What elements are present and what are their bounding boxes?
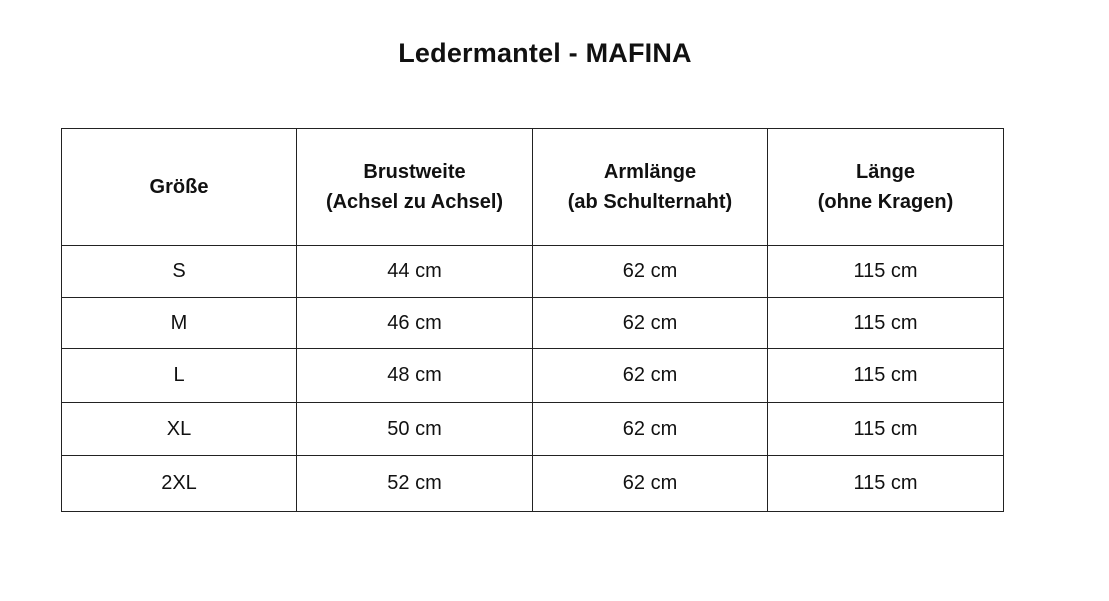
header-groesse: [62, 129, 297, 246]
header-armlaenge-sublabel: (ab Schulternaht): [567, 191, 733, 213]
laenge-cell: 115 cm: [768, 456, 1004, 512]
header-row: [62, 129, 1004, 246]
size-cell: M: [62, 298, 297, 349]
armlaenge-cell: 62 cm: [533, 349, 768, 403]
table-row: [62, 349, 1004, 403]
table-row: [62, 456, 1004, 512]
header-brustweite-sublabel: (Achsel zu Achsel): [325, 191, 504, 213]
armlaenge-cell: 62 cm: [533, 403, 768, 456]
laenge-cell: 115 cm: [768, 298, 1004, 349]
header-groesse-label: Größe: [149, 176, 209, 198]
brustweite-cell: 48 cm: [297, 349, 533, 403]
header-armlaenge: [533, 129, 768, 246]
page-title: Ledermantel - MAFINA: [398, 38, 692, 68]
brustweite-cell: 44 cm: [297, 246, 533, 298]
armlaenge-cell: 62 cm: [533, 246, 768, 298]
header-laenge-label: Länge: [856, 161, 915, 183]
laenge-cell: 115 cm: [768, 349, 1004, 403]
header-armlaenge-label: Armlänge: [603, 161, 697, 183]
size-cell: L: [62, 349, 297, 403]
table-row: [62, 298, 1004, 349]
armlaenge-cell: 62 cm: [533, 298, 768, 349]
table-row: [62, 403, 1004, 456]
brustweite-cell: 50 cm: [297, 403, 533, 456]
table-row: [62, 246, 1004, 298]
size-cell: S: [62, 246, 297, 298]
header-brustweite-label: Brustweite: [363, 161, 466, 183]
header-laenge-sublabel: (ohne Kragen): [817, 191, 954, 213]
size-table: [61, 128, 1004, 512]
header-brustweite: [297, 129, 533, 246]
size-cell: XL: [62, 403, 297, 456]
laenge-cell: 115 cm: [768, 403, 1004, 456]
brustweite-cell: 46 cm: [297, 298, 533, 349]
laenge-cell: 115 cm: [768, 246, 1004, 298]
header-laenge: [768, 129, 1004, 246]
armlaenge-cell: 62 cm: [533, 456, 768, 512]
size-cell: 2XL: [62, 456, 297, 512]
brustweite-cell: 52 cm: [297, 456, 533, 512]
